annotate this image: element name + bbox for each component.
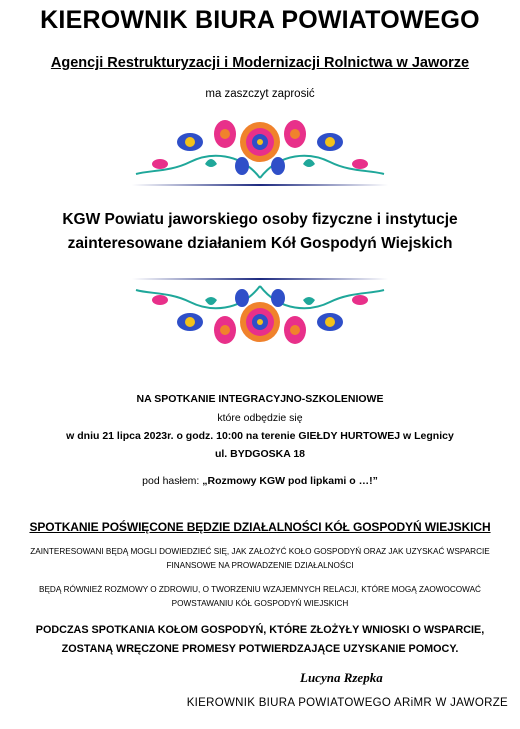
event-name: NA SPOTKANIE INTEGRACYJNO-SZKOLENIOWE [136,393,384,405]
folk-ornament-bottom-image [130,272,390,352]
event-street: ul. BYDGOSKA 18 [214,448,306,460]
invite-text: ma zaszczyt zaprosić [205,88,315,100]
event-motto [0,475,520,487]
info-1-line-2: FINANSOWE NA PROWADZENIE DZIAŁALNOŚCI [166,561,354,570]
promises-paragraph [0,621,520,659]
page-title: KIEROWNIK BIURA POWIATOWEGO [40,6,480,34]
guests-heading [0,208,520,256]
guests-line-2: zainteresowane działaniem Kół Gospodyń Wiejskich [67,235,453,252]
info-1-line-1: ZAINTERESOWANI BĘDĄ MOGLI DOWIEDZIEĆ SIĘ, JAK ZAŁOŻYĆ KOŁO GOSPODYŃ ORAZ JAK UZYSKAĆ WSPARCIE [30,547,490,556]
details-heading: SPOTKANIE POŚWIĘCONE BĘDZIE DZIAŁALNOŚCI KÓŁ GOSPODYŃ WIEJSKICH [29,520,491,534]
motto-prefix: pod hasłem: [142,475,203,487]
signature: Lucyna Rzepka [300,670,383,685]
info-paragraph-1 [0,545,520,573]
info-2-line-2: POWSTAWANIU KÓŁ GOSPODYŃ WIEJSKICH [171,599,349,608]
promises-line-2: ZOSTANĄ WRĘCZONE PROMESY POTWIERDZAJĄCE UZYSKANIE POMOCY. [61,643,459,655]
motto-text: „Rozmowy KGW pod lipkami o …!” [202,475,378,487]
guests-line-1: KGW Powiatu jaworskiego osoby fizyczne i instytucje [62,211,458,228]
promises-line-1: PODCZAS SPOTKANIA KOŁOM GOSPODYŃ, KTÓRE ZŁOŻYŁY WNIOSKI O WSPARCIE, [35,624,485,636]
event-intro: które odbędzie się [217,412,303,424]
folk-ornament-top-image [130,112,390,192]
event-date-place: w dniu 21 lipca 2023r. o godz. 10:00 na terenie GIEŁDY HURTOWEJ w Legnicy [66,430,454,442]
agency-subtitle: Agencji Restrukturyzacji i Modernizacji Rolnictwa w Jaworze [50,55,470,71]
footer-signatory: KIEROWNIK BIURA POWIATOWEGO ARiMR W JAWORZE [186,697,508,709]
info-2-line-1: BĘDĄ RÓWNIEŻ ROZMOWY O ZDROWIU, O TWORZENIU WZAJEMNYCH RELACJI, KTÓRE MOGĄ ZAOWOCOWAĆ [39,585,481,594]
info-paragraph-2 [0,583,520,611]
